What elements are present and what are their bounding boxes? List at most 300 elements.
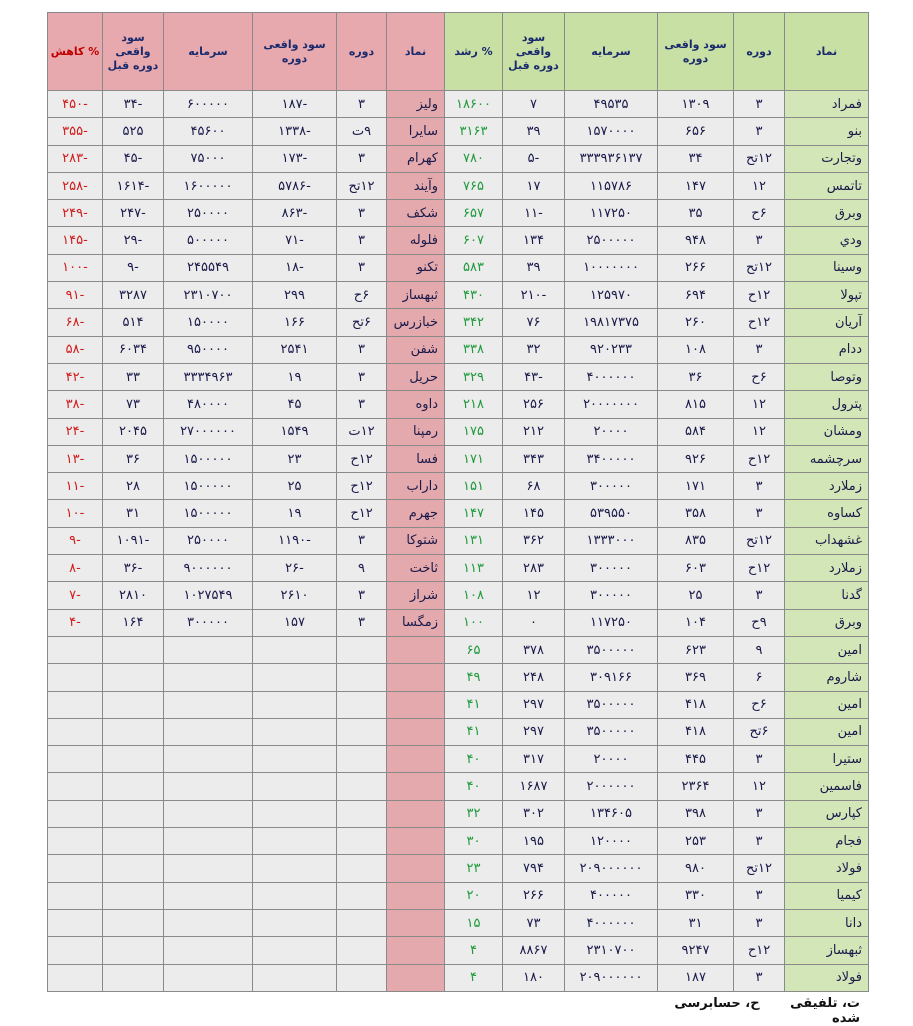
growth-cell-symbol: بنو [785,118,869,145]
growth-cell-prev-profit: ۱۷ [503,172,565,199]
growth-cell-prev-profit: -۲۱۰ [503,282,565,309]
decline-cell-symbol [387,718,445,745]
decline-cell-symbol [387,964,445,991]
growth-cell-growth-percent: ۱۷۵ [445,418,503,445]
decline-cell-capital: ۲۴۵۵۴۹ [164,254,253,281]
decline-cell-decline-percent [48,636,103,663]
decline-cell-period [337,882,387,909]
decline-cell-period: ۱۲ح [337,473,387,500]
decline-cell-prev-profit [103,855,164,882]
growth-cell-prev-profit: ۱۸۰ [503,964,565,991]
decline-cell-symbol [387,773,445,800]
decline-cell-prev-profit [103,664,164,691]
decline-cell-profit [253,937,337,964]
growth-cell-capital: ۱۱۷۲۵۰ [565,200,658,227]
growth-cell-period: ۶ح [734,363,785,390]
growth-cell-profit: ۱۰۴ [658,609,734,636]
growth-cell-capital: ۹۲۰۲۳۳ [565,336,658,363]
earnings-comparison-table [47,12,869,992]
decline-cell-symbol: فلوله [387,227,445,254]
decline-cell-prev-profit [103,964,164,991]
decline-cell-symbol: شفن [387,336,445,363]
decline-cell-decline-percent: -۹۱ [48,282,103,309]
growth-cell-profit: ۹۴۸ [658,227,734,254]
growth-cell-period: ۱۲ح [734,555,785,582]
decline-cell-decline-percent [48,937,103,964]
decline-cell-capital [164,636,253,663]
decline-cell-period [337,937,387,964]
decline-cell-prev-profit: -۱۶۱۴ [103,172,164,199]
growth-cell-prev-profit: -۵ [503,145,565,172]
growth-cell-symbol: دانا [785,909,869,936]
decline-cell-capital: ۲۵۰۰۰۰ [164,200,253,227]
growth-cell-prev-profit: ۳۱۷ [503,746,565,773]
decline-cell-prev-profit: -۴۵ [103,145,164,172]
growth-cell-prev-profit: ۳۷۸ [503,636,565,663]
decline-cell-symbol [387,636,445,663]
growth-cell-prev-profit: ۱۶۸۷ [503,773,565,800]
decline-cell-capital [164,937,253,964]
growth-cell-growth-percent: ۱۱۳ [445,555,503,582]
decline-cell-period [337,773,387,800]
decline-cell-capital: ۴۵۶۰۰ [164,118,253,145]
decline-cell-decline-percent: -۲۸۳ [48,145,103,172]
growth-cell-capital: ۱۹۸۱۷۳۷۵ [565,309,658,336]
decline-cell-prev-profit: ۷۳ [103,391,164,418]
decline-cell-decline-percent: -۴ [48,609,103,636]
decline-cell-profit: ۲۳ [253,445,337,472]
growth-cell-symbol: گدنا [785,582,869,609]
growth-cell-period: ۶ [734,664,785,691]
growth-cell-profit: ۳۶ [658,363,734,390]
decline-cell-decline-percent [48,855,103,882]
decline-cell-period: ۳ [337,145,387,172]
decline-cell-period: ۳ [337,363,387,390]
growth-cell-prev-profit: ۳۲ [503,336,565,363]
decline-cell-profit [253,882,337,909]
decline-cell-profit [253,691,337,718]
growth-cell-symbol: پترول [785,391,869,418]
growth-cell-growth-percent: ۶۰۷ [445,227,503,254]
growth-cell-period: ۳ [734,473,785,500]
growth-cell-profit: ۶۵۶ [658,118,734,145]
growth-cell-symbol: وسینا [785,254,869,281]
decline-cell-prev-profit: ۱۶۴ [103,609,164,636]
decline-cell-decline-percent: -۴۲ [48,363,103,390]
decline-cell-period: ۱۲تح [337,172,387,199]
growth-cell-period: ۳ [734,882,785,909]
growth-cell-growth-percent: ۳۲ [445,800,503,827]
growth-cell-growth-percent: ۴۳۰ [445,282,503,309]
table-row [48,145,869,172]
header-profit-decline: سود واقعی دوره [253,13,337,91]
decline-cell-decline-percent: -۱۳ [48,445,103,472]
growth-cell-symbol: فاسمین [785,773,869,800]
decline-cell-symbol: ثاخت [387,555,445,582]
growth-cell-capital: ۳۵۰۰۰۰۰ [565,718,658,745]
growth-cell-capital: ۳۳۳۹۳۶۱۳۷ [565,145,658,172]
header-prev-profit-growth: سود واقعی دوره قبل [503,13,565,91]
table-row [48,664,869,691]
growth-cell-period: ۱۲ح [734,309,785,336]
decline-cell-profit [253,828,337,855]
decline-cell-prev-profit: ۳۳ [103,363,164,390]
decline-cell-prev-profit: ۲۸ [103,473,164,500]
table-row [48,800,869,827]
growth-cell-period: ۳ [734,909,785,936]
decline-cell-period [337,800,387,827]
decline-cell-profit [253,746,337,773]
decline-cell-capital: ۲۵۰۰۰۰ [164,527,253,554]
decline-cell-decline-percent: -۳۸ [48,391,103,418]
decline-cell-capital: ۴۸۰۰۰۰ [164,391,253,418]
growth-cell-profit: ۱۸۷ [658,964,734,991]
decline-cell-symbol [387,746,445,773]
growth-cell-capital: ۴۰۰۰۰۰۰ [565,909,658,936]
growth-cell-symbol: فولاد [785,964,869,991]
decline-cell-decline-percent: -۱۴۵ [48,227,103,254]
growth-cell-symbol: ومشان [785,418,869,445]
growth-cell-profit: ۱۴۷ [658,172,734,199]
decline-cell-prev-profit [103,746,164,773]
growth-cell-period: ۶تح [734,718,785,745]
decline-cell-decline-percent: -۶۸ [48,309,103,336]
decline-cell-prev-profit: ۳۲۸۷ [103,282,164,309]
decline-cell-capital [164,964,253,991]
growth-cell-growth-percent: ۴۰ [445,773,503,800]
decline-cell-capital [164,773,253,800]
growth-cell-capital: ۲۰۰۰۰۰۰ [565,773,658,800]
growth-cell-growth-percent: ۲۱۸ [445,391,503,418]
growth-cell-period: ۳ [734,227,785,254]
header-capital-growth: سرمایه [565,13,658,91]
growth-cell-symbol: کساوه [785,500,869,527]
decline-cell-prev-profit: ۲۸۱۰ [103,582,164,609]
decline-cell-prev-profit: -۳۴ [103,91,164,118]
growth-cell-growth-percent: ۲۰ [445,882,503,909]
growth-cell-capital: ۲۳۱۰۷۰۰ [565,937,658,964]
decline-cell-period: ۳ [337,391,387,418]
decline-cell-decline-percent: -۳۵۵ [48,118,103,145]
growth-cell-growth-percent: ۴ [445,964,503,991]
table-row [48,555,869,582]
growth-cell-growth-percent: ۴۹ [445,664,503,691]
header-growth-percent: % رشد [445,13,503,91]
decline-cell-decline-percent [48,909,103,936]
decline-cell-profit: ۲۵ [253,473,337,500]
table-row [48,200,869,227]
growth-cell-prev-profit: ۱۴۵ [503,500,565,527]
growth-cell-capital: ۳۰۰۰۰۰ [565,582,658,609]
decline-cell-profit: -۸۶۳ [253,200,337,227]
growth-cell-capital: ۱۳۳۳۰۰۰ [565,527,658,554]
growth-cell-growth-percent: ۱۵ [445,909,503,936]
table-row [48,391,869,418]
growth-cell-capital: ۱۱۵۷۸۶ [565,172,658,199]
decline-cell-symbol: فسا [387,445,445,472]
growth-cell-symbol: فمراد [785,91,869,118]
growth-cell-profit: ۳۱ [658,909,734,936]
header-period-decline: دوره [337,13,387,91]
growth-cell-prev-profit: ۳۰۲ [503,800,565,827]
growth-cell-growth-percent: ۳۱۶۳ [445,118,503,145]
header-symbol-growth: نماد [785,13,869,91]
growth-cell-period: ۱۲تح [734,254,785,281]
decline-cell-symbol: زمگسا [387,609,445,636]
growth-cell-growth-percent: ۲۳ [445,855,503,882]
table-row [48,227,869,254]
growth-cell-profit: ۳۳۰ [658,882,734,909]
decline-cell-capital [164,718,253,745]
growth-cell-symbol: تپولا [785,282,869,309]
decline-cell-period [337,909,387,936]
growth-cell-period: ۱۲ [734,418,785,445]
decline-cell-decline-percent: -۸ [48,555,103,582]
decline-cell-period: ۱۲ح [337,500,387,527]
table-row [48,855,869,882]
header-decline-percent: % کاهش [48,13,103,91]
growth-cell-prev-profit: ۳۶۲ [503,527,565,554]
growth-cell-period: ۳ [734,828,785,855]
growth-cell-prev-profit: ۳۹ [503,118,565,145]
decline-cell-symbol [387,909,445,936]
decline-cell-period [337,855,387,882]
decline-cell-capital [164,855,253,882]
table-body [48,91,869,992]
decline-cell-capital: ۱۵۰۰۰۰۰ [164,500,253,527]
decline-cell-capital: ۶۰۰۰۰۰ [164,91,253,118]
decline-cell-profit: ۴۵ [253,391,337,418]
decline-cell-profit: ۲۶۱۰ [253,582,337,609]
decline-cell-profit [253,718,337,745]
growth-cell-profit: ۹۸۰ [658,855,734,882]
table-row [48,636,869,663]
decline-cell-period: ۱۲ت [337,418,387,445]
growth-cell-period: ۱۲ح [734,937,785,964]
growth-cell-profit: ۲۵ [658,582,734,609]
growth-cell-profit: ۲۶۰ [658,309,734,336]
growth-cell-period: ۹ح [734,609,785,636]
decline-cell-decline-percent: -۲۴ [48,418,103,445]
growth-cell-symbol: ددام [785,336,869,363]
decline-cell-symbol: سایرا [387,118,445,145]
growth-cell-prev-profit: ۷۹۴ [503,855,565,882]
decline-cell-prev-profit [103,800,164,827]
decline-cell-capital [164,800,253,827]
decline-cell-capital: ۹۰۰۰۰۰۰ [164,555,253,582]
growth-cell-period: ۱۲تح [734,145,785,172]
header-row [48,13,869,91]
growth-cell-symbol: امین [785,718,869,745]
decline-cell-prev-profit [103,937,164,964]
decline-cell-prev-profit [103,691,164,718]
decline-cell-symbol [387,800,445,827]
decline-cell-profit [253,964,337,991]
decline-cell-period: ۳ [337,609,387,636]
growth-cell-profit: ۸۱۵ [658,391,734,418]
growth-cell-prev-profit: ۱۲ [503,582,565,609]
decline-cell-profit: ۲۵۴۱ [253,336,337,363]
growth-cell-prev-profit: -۱۱ [503,200,565,227]
growth-cell-symbol: امین [785,691,869,718]
table-row [48,172,869,199]
growth-cell-symbol: وتجارت [785,145,869,172]
decline-cell-prev-profit [103,828,164,855]
decline-cell-period [337,691,387,718]
decline-cell-decline-percent [48,773,103,800]
growth-cell-profit: ۲۶۶ [658,254,734,281]
growth-cell-capital: ۱۳۴۶۰۵ [565,800,658,827]
growth-cell-capital: ۴۹۵۳۵ [565,91,658,118]
growth-cell-growth-percent: ۱۸۶۰۰ [445,91,503,118]
decline-cell-prev-profit [103,882,164,909]
decline-cell-capital: ۹۵۰۰۰۰ [164,336,253,363]
decline-cell-capital [164,691,253,718]
growth-cell-growth-percent: ۴۱ [445,691,503,718]
growth-cell-profit: ۸۳۵ [658,527,734,554]
decline-cell-period [337,718,387,745]
decline-cell-symbol: وآیند [387,172,445,199]
decline-cell-profit: ۲۹۹ [253,282,337,309]
decline-cell-symbol [387,882,445,909]
table-row [48,418,869,445]
table-row [48,773,869,800]
growth-cell-growth-percent: ۱۰۰ [445,609,503,636]
growth-cell-profit: ۵۸۴ [658,418,734,445]
growth-cell-profit: ۳۶۹ [658,664,734,691]
growth-cell-symbol: سرچشمه [785,445,869,472]
decline-cell-prev-profit: ۲۰۴۵ [103,418,164,445]
decline-cell-decline-percent [48,664,103,691]
growth-cell-period: ۹ [734,636,785,663]
growth-cell-capital: ۱۱۷۲۵۰ [565,609,658,636]
decline-cell-period [337,964,387,991]
growth-cell-period: ۳ [734,800,785,827]
table-row [48,91,869,118]
decline-cell-capital: ۱۵۰۰۰۰۰ [164,473,253,500]
growth-cell-profit: ۱۰۸ [658,336,734,363]
growth-cell-capital: ۱۰۰۰۰۰۰۰ [565,254,658,281]
decline-cell-decline-percent [48,828,103,855]
decline-cell-capital: ۱۶۰۰۰۰۰ [164,172,253,199]
growth-cell-symbol: فولاد [785,855,869,882]
growth-cell-prev-profit: -۴۳ [503,363,565,390]
growth-cell-symbol: ودي [785,227,869,254]
decline-cell-prev-profit: ۶۰۳۴ [103,336,164,363]
decline-cell-prev-profit: -۱۰۹۱ [103,527,164,554]
decline-cell-decline-percent: -۹ [48,527,103,554]
decline-cell-prev-profit [103,909,164,936]
growth-cell-capital: ۳۴۰۰۰۰۰ [565,445,658,472]
decline-cell-period [337,636,387,663]
growth-cell-period: ۱۲ح [734,445,785,472]
growth-cell-growth-percent: ۱۴۷ [445,500,503,527]
decline-cell-period [337,746,387,773]
table-row [48,828,869,855]
header-prev-profit-decline: سود واقعی دوره قبل [103,13,164,91]
growth-cell-prev-profit: ۳۴۳ [503,445,565,472]
growth-cell-period: ۳ [734,500,785,527]
growth-cell-period: ۳ [734,746,785,773]
decline-cell-profit: -۲۶ [253,555,337,582]
growth-cell-symbol: زملارد [785,555,869,582]
growth-cell-symbol: کیمیا [785,882,869,909]
decline-cell-symbol: شکف [387,200,445,227]
decline-cell-symbol [387,828,445,855]
decline-cell-symbol: ثبهساز [387,282,445,309]
decline-cell-capital [164,746,253,773]
growth-cell-growth-percent: ۴ [445,937,503,964]
growth-cell-growth-percent: ۳۴۲ [445,309,503,336]
growth-cell-prev-profit: ۳۹ [503,254,565,281]
growth-cell-profit: ۳۹۸ [658,800,734,827]
growth-cell-period: ۱۲تح [734,527,785,554]
decline-cell-profit: ۱۶۶ [253,309,337,336]
decline-cell-profit: -۱۸۷ [253,91,337,118]
growth-cell-growth-percent: ۱۷۱ [445,445,503,472]
growth-cell-period: ۳ [734,336,785,363]
decline-cell-prev-profit: ۵۱۴ [103,309,164,336]
growth-cell-capital: ۲۰۰۰۰ [565,746,658,773]
growth-cell-period: ۱۲ [734,773,785,800]
decline-cell-profit: ۱۹ [253,363,337,390]
growth-cell-prev-profit: ۲۱۲ [503,418,565,445]
table-row [48,282,869,309]
decline-cell-prev-profit: ۳۱ [103,500,164,527]
growth-cell-profit: ۶۰۳ [658,555,734,582]
growth-cell-profit: ۴۱۸ [658,691,734,718]
growth-cell-symbol: زملارد [785,473,869,500]
growth-cell-symbol: ستیرا [785,746,869,773]
growth-cell-period: ۶ح [734,691,785,718]
table-row [48,882,869,909]
growth-cell-capital: ۳۵۰۰۰۰۰ [565,691,658,718]
growth-cell-profit: ۹۲۴۷ [658,937,734,964]
growth-cell-prev-profit: ۷۳ [503,909,565,936]
growth-cell-symbol: امین [785,636,869,663]
table-row [48,909,869,936]
growth-cell-growth-percent: ۳۰ [445,828,503,855]
growth-cell-growth-percent: ۷۸۰ [445,145,503,172]
growth-cell-profit: ۲۵۳ [658,828,734,855]
decline-cell-period: ۹ [337,555,387,582]
decline-cell-decline-percent [48,964,103,991]
decline-cell-symbol: شتوکا [387,527,445,554]
growth-cell-profit: ۳۴ [658,145,734,172]
header-symbol-decline: نماد [387,13,445,91]
decline-cell-profit: ۱۹ [253,500,337,527]
growth-cell-symbol: آریان [785,309,869,336]
decline-cell-prev-profit: -۹ [103,254,164,281]
table-row [48,582,869,609]
decline-cell-period [337,664,387,691]
decline-cell-capital: ۲۷۰۰۰۰۰۰ [164,418,253,445]
decline-cell-decline-percent [48,882,103,909]
decline-cell-decline-percent [48,746,103,773]
decline-cell-decline-percent: -۱۰ [48,500,103,527]
growth-cell-prev-profit: ۱۹۵ [503,828,565,855]
growth-cell-capital: ۳۰۰۰۰۰ [565,473,658,500]
decline-cell-decline-percent [48,718,103,745]
growth-cell-capital: ۱۵۷۰۰۰۰ [565,118,658,145]
decline-cell-capital [164,882,253,909]
table-row [48,445,869,472]
decline-cell-decline-percent: -۷ [48,582,103,609]
growth-cell-capital: ۲۰۰۰۰ [565,418,658,445]
decline-cell-capital: ۵۰۰۰۰۰ [164,227,253,254]
table-row [48,527,869,554]
decline-cell-period: ۳ [337,91,387,118]
